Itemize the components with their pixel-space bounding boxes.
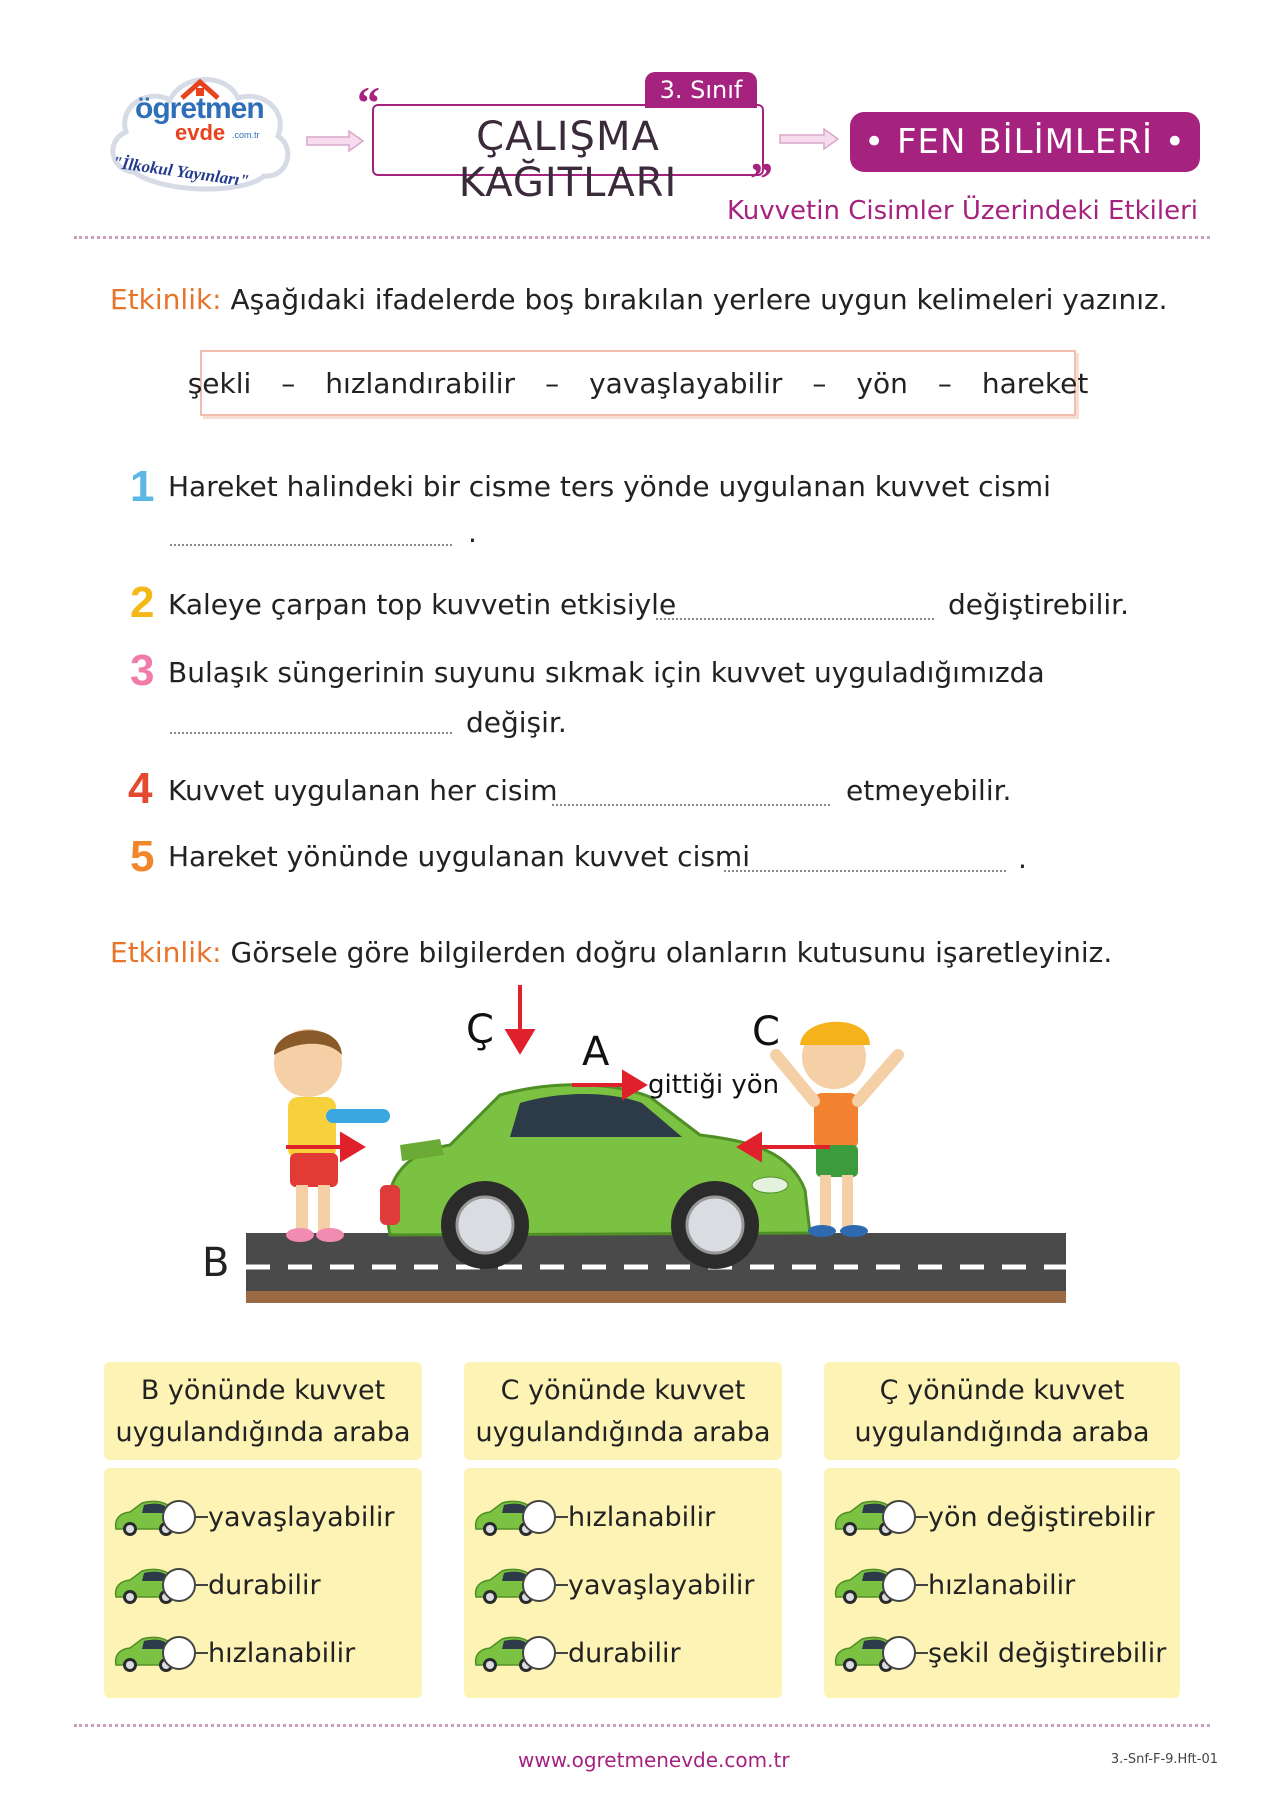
word-bank-item: şekli — [187, 366, 252, 400]
option-row[interactable] — [472, 1628, 681, 1678]
activity-2-instruction — [110, 936, 1112, 969]
question-suffix: değiştirebilir. — [948, 588, 1129, 621]
label-a: A — [582, 1029, 610, 1075]
card-options — [464, 1468, 782, 1698]
word-bank-item: yavaşlayabilir — [589, 366, 783, 400]
word-bank — [187, 350, 1089, 416]
card-line: uygulandığında araba — [115, 1417, 411, 1448]
option-row[interactable] — [832, 1560, 1075, 1610]
logo-text-evde: evde — [175, 120, 226, 145]
page-title: ÇALIŞMA KAĞITLARI — [458, 114, 678, 206]
answer-checkbox[interactable] — [882, 1568, 916, 1602]
option-label: yavaşlayabilir — [568, 1569, 755, 1601]
answer-checkbox[interactable] — [162, 1636, 196, 1670]
option-label: durabilir — [208, 1569, 321, 1601]
logo-text: ögretmen — [135, 92, 264, 125]
card-header — [824, 1362, 1180, 1460]
word-separator: – — [937, 366, 952, 400]
question-number: 1 — [130, 462, 155, 511]
word-separator: – — [812, 366, 827, 400]
card-header — [464, 1362, 782, 1460]
question-text: Kaleye çarpan top kuvvetin etkisiyle — [168, 588, 677, 621]
boy-pushing-figure — [274, 1029, 390, 1242]
option-label: hızlanabilir — [928, 1569, 1076, 1601]
answer-checkbox[interactable] — [522, 1568, 556, 1602]
answer-blank[interactable] — [656, 598, 934, 620]
answer-checkbox[interactable] — [522, 1500, 556, 1534]
connector-line — [916, 1516, 928, 1518]
option-row[interactable] — [112, 1492, 394, 1542]
word-bank-item: hareket — [981, 366, 1089, 400]
open-quote-icon: “ — [357, 77, 380, 128]
option-label: yön değiştirebilir — [928, 1501, 1155, 1533]
answer-blank[interactable] — [170, 712, 452, 734]
close-quote-icon: ” — [750, 153, 773, 204]
instruction-text: Aşağıdaki ifadelerde boş bırakılan yerlere uygun kelimeleri yazınız. — [230, 283, 1168, 316]
option-row[interactable] — [832, 1492, 1155, 1542]
option-label: hızlanabilir — [568, 1501, 716, 1533]
question-number: 5 — [130, 832, 155, 881]
label-c-cedilla: Ç — [466, 1007, 494, 1053]
answer-checkbox[interactable] — [162, 1500, 196, 1534]
question-number: 3 — [130, 646, 155, 695]
subject-badge: • FEN BİLİMLERİ • — [850, 112, 1200, 172]
answer-checkbox[interactable] — [882, 1500, 916, 1534]
answer-checkbox[interactable] — [162, 1568, 196, 1602]
answer-blank[interactable] — [724, 850, 1006, 872]
topic-title: Kuvvetin Cisimler Üzerindeki Etkileri — [727, 196, 1198, 226]
word-bank-item: yön — [856, 366, 908, 400]
question-suffix: etmeyebilir. — [846, 774, 1012, 807]
label-b: B — [202, 1240, 230, 1286]
connector-line — [556, 1652, 568, 1654]
option-row[interactable] — [832, 1628, 1166, 1678]
option-row[interactable] — [112, 1628, 355, 1678]
word-separator: – — [545, 366, 560, 400]
grade-badge: 3. Sınıf — [645, 72, 757, 108]
divider — [74, 236, 1210, 239]
card-line: uygulandığında araba — [475, 1417, 771, 1448]
question-text: Hareket halindeki bir cisme ters yönde uygulanan kuvvet cismi — [168, 470, 1051, 503]
footer-url[interactable]: www.ogretmenevde.com.tr — [518, 1748, 790, 1772]
connector-line — [196, 1516, 208, 1518]
answer-blank[interactable] — [170, 524, 452, 546]
question-text: Kuvvet uygulanan her cisim — [168, 774, 558, 807]
word-separator: – — [281, 366, 296, 400]
card-options — [824, 1468, 1180, 1698]
word-bank-item: hızlandırabilir — [325, 366, 516, 400]
question-text: Hareket yönünde uygulanan kuvvet cismi — [168, 840, 750, 873]
direction-label: gittiği yön — [648, 1070, 780, 1100]
option-label: hızlanabilir — [208, 1637, 356, 1669]
card-options — [104, 1468, 422, 1698]
logo-subtitle: "İlkokul Yayınları" — [111, 152, 251, 191]
logo-tld: .com.tr — [232, 130, 260, 140]
answer-checkbox[interactable] — [882, 1636, 916, 1670]
connector-line — [196, 1584, 208, 1586]
question-suffix: . — [468, 516, 477, 549]
connector-line — [556, 1516, 568, 1518]
question-number: 2 — [130, 578, 155, 627]
card-line: Ç yönünde kuvvet — [879, 1375, 1125, 1406]
activity-label: Etkinlik: — [110, 936, 222, 969]
question-suffix: . — [1018, 842, 1027, 875]
road — [246, 1233, 1066, 1301]
connector-line — [916, 1584, 928, 1586]
answer-blank[interactable] — [552, 784, 830, 806]
answer-checkbox[interactable] — [522, 1636, 556, 1670]
card-header — [104, 1362, 422, 1460]
connector-line — [556, 1584, 568, 1586]
card-line: B yönünde kuvvet — [140, 1375, 386, 1406]
question-suffix: değişir. — [466, 706, 567, 739]
instruction-text: Görsele göre bilgilerden doğru olanların kutusunu işaretleyiniz. — [230, 936, 1113, 969]
option-label: yavaşlayabilir — [208, 1501, 395, 1533]
activity-1-instruction — [110, 283, 1168, 316]
connector-line — [916, 1652, 928, 1654]
arrow-right-icon — [305, 130, 365, 152]
option-row[interactable] — [472, 1560, 754, 1610]
option-label: durabilir — [568, 1637, 681, 1669]
card-line: uygulandığında araba — [854, 1417, 1150, 1448]
question-number: 4 — [128, 764, 153, 813]
divider — [74, 1724, 1210, 1727]
activity-label: Etkinlik: — [110, 283, 222, 316]
option-label: şekil değiştirebilir — [928, 1637, 1167, 1669]
label-c: C — [752, 1009, 780, 1055]
footer-code: 3.-Snf-F-9.Hft-01 — [1110, 1752, 1218, 1767]
option-row[interactable] — [112, 1560, 321, 1610]
connector-line — [196, 1652, 208, 1654]
option-row[interactable] — [472, 1492, 715, 1542]
card-line: C yönünde kuvvet — [500, 1375, 746, 1406]
force-scene-illustration — [230, 985, 1080, 1325]
question-text: Bulaşık süngerinin suyunu sıkmak için kuvvet uyguladığımızda — [168, 656, 1045, 689]
arrow-right-icon — [778, 128, 840, 150]
